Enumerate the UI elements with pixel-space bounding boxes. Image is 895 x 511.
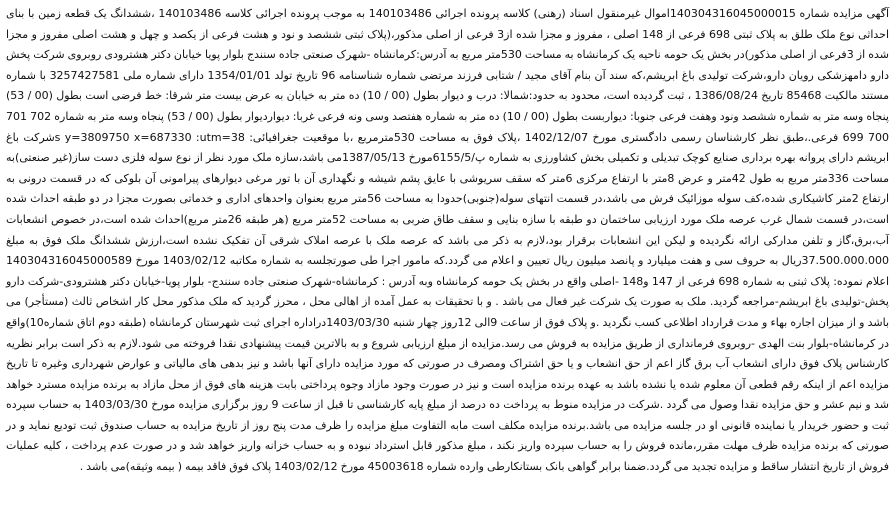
auction-notice-text: آگهی مزایده شماره 140304316045000015اموال غیرمنقول اسناد (رهنی) کلاسه پرونده اجرائی 140103486 به موجب پرونده اجرائی کلاسه 140103486 ،ششدانگ یک قطعه زمین با بنای احداثی نوع ملک طلق به پلاک ثبتی 698 فرعی از 148 اصلی ، مفروز و مجزا شده از3 فرعی از اصلی مذکور،(پلاک ثبتی ششصد و نود و هشت فرعی از یکصد و چهل و هشت اصلی مفروز و مجزا شده از 3فرعی از اصلی مذکور)در بخش یک حومه ناحیه یک کرمانشاه به مساحت 530متر مربع به آدرس:کرمانشاه -شهرک صنعتی جاده سنندج بلوار پویا خیابان دکتر هشترودی روبروی شرکت پخش دارو دامهزشکی رویان دارو،شرکت تولیدی باغ ابریشم،که سند آن بنام آقای مجید / شتابی فرزند مرتضی شماره شناسنامه 96 تاریخ تولد 1354/01/01 دارای شماره ملی 3257427581 با شماره مستند مالکیت 85468 تاریخ 1386/08/24 ، ثبت گردیده است، محدود به حدود:شمالا: درب و دیوار بطول (00 / 10) ده متر به خیابان به عرض بیست متر شرقا: خط فرضی است بطول (00 / 53) پنجاه وسه متر به شماره ششصد ونود وهفت فرعی جنوبا: دیواربست بطول (00 / 10) ده متر به شماره هفتصد وسی ونه فرعی غربا: دیواردیوار بطول (00 / 53) پنجاه وسه متر به شماره 702 701 700 699 فرعی.،طبق نظر کارشناسان رسمی دادگستری مورخ 1402/12/07 ،پلاک فوق به مساحت 530مترمربع ،با موقعیت جغرافیائی: 38=s y=3809750 x=687330 :utmشرکت باغ ابریشم دارای پروانه بهره برداری صنایع کوچک تبدیلی و تکمیلی بخش کشاورزی به شماره پ/6155/5مورخ 1387/05/13می باشد،سازه ملک مورد نظر از نوع سوله فلزی دست ساز(غیر صنعتی)به مساحت 336متر مربع به طول 42متر و عرض 8متر با ارتفاع مرکزی 6متر که سقف سریوشی با عایق پشم شیشه و نگهداری آن با تور مرغی دیوارهای پیرامونی آن بلوکی که در قسمت درونی به ارتفاع 2متر کاشیکاری شده،کف سوله موزائیک فرش می باشد،در قسمت انتهای سوله(جنوبی)حدودا به مساحت 56متر مربع بعنوان واحدهای اداری و خدماتی بصورت مجزا در دو طبقه احداث شده است،در قسمت شمال غرب عرصه ملک مورد ارزیابی ساختمان دو طبقه با سازه بنایی و سقف طاق ضربی به مساحت 52متر مربع (هر طبقه 26متر مربع)احداث شده است،در خصوص انشعابات آب،برق،گاز و تلفن مدارکی ارائه نگردیده و لیکن این انشعابات برقرار بود،لازم به ذکر می باشد که عرصه ملک با عرصه املاک شرقی آن تفکیک نشده است،ارزش ششدانگ ملک فوق به مبلغ 37.500.000.000ریال به حروف سی و هفت میلیارد و پانصد میلیون ریال تعیین و اعلام می گردد.که مامور اجرا طی صورتجلسه به شماره مکاتبه 1403/02/12 مورخ 140304316045000589 اعلام نموده: پلاک ثبتی به شماره 698 فرعی از 147 و148 -اصلی واقع در بخش یک حومه کرمانشاه وبه آدرس : کرمانشاه-شهرک صنعتی جاده سنندج- بلوار پویا-خیابان دکتر هشترودی-شرکت دارو پخش-تولیدی باغ ابریشم-مراجعه گردید. ملک به صورت یک شرکت غیر فعال می باشد . و با تحقیقات به عمل آمده از اهالی محل ، محرز گردید که ملک مذکور محل کار اشخاص ثالث (مستأجر) می باشد و از میزان اجاره بهاء و مدت قرارداد اطلاعی کسب نگردید .و پلاک فوق از ساعت 9الی 12روز چهار شنبه 1403/03/30دراداره اجرای ثبت شهرستان کرمانشاه (طبقه دوم اتاق شماره10)واقع در کرمانشاه-بلوار بنت الهدی -روبروی فرمانداری از طریق مزایده به فروش می رسد.مزایده از مبلغ ارزیابی شروع و به بالاترین قیمت پیشنهادی نقدا فروخته می شود.لازم به ذکر است برابر نظریه کارشناس پلاک فوق دارای انشعاب آب برق گاز اعم از حق انشعاب و یا حق اشتراک ومصرف در صورتی که مورد مزایده دارای آنها باشد و نیز بدهی های مالیاتی و عوارض شهرداری وغیره تا تاریخ مزایده اعم از اینکه رقم قطعی آن معلوم شده یا نشده باشد به عهده برنده مزایده است و نیز در صورت وجود مازاد وجوه پرداختی بابت هزینه های فوق از محل مازاد به برنده مزایده مسترد خواهد شد و نیم عشر و حق مزایده نقدا وصول می گردد .شرکت در مزایده منوط به پرداخت ده درصد از مبلغ پایه کارشناسی تا قبل از ساعت 9 روز برگزاری مزایده مورخ 1403/03/30 به حساب سپرده ثبت و حضور خریدار یا نماینده قانونی او در جلسه مزایده می باشد.برنده مزایده مکلف است مابه التفاوت مبلغ مزایده را ظرف مدت پنج روز از تاریخ مزایده به حساب صندوق ثبت تودیع نماید و در صورتی که برنده مزایده ظرف مهلت مقرر،مانده فروش را به حساب سپرده واریز نکند ، مبلغ مذکور قابل استرداد نبوده و به حساب خزانه واریز خواهد شد و در صورت عدم پرداخت ، کلیه عملیات فروش از تاریخ انتشار ساقط و مزایده تجدید می گردد.ضمنا برابر گواهی بانک بستانکارطی وارده شماره 45003618 مورخ 1403/02/12 پلاک فوق فاقد بیمه ( بیمه وثیقه)می باشد . [0,0,895,511]
